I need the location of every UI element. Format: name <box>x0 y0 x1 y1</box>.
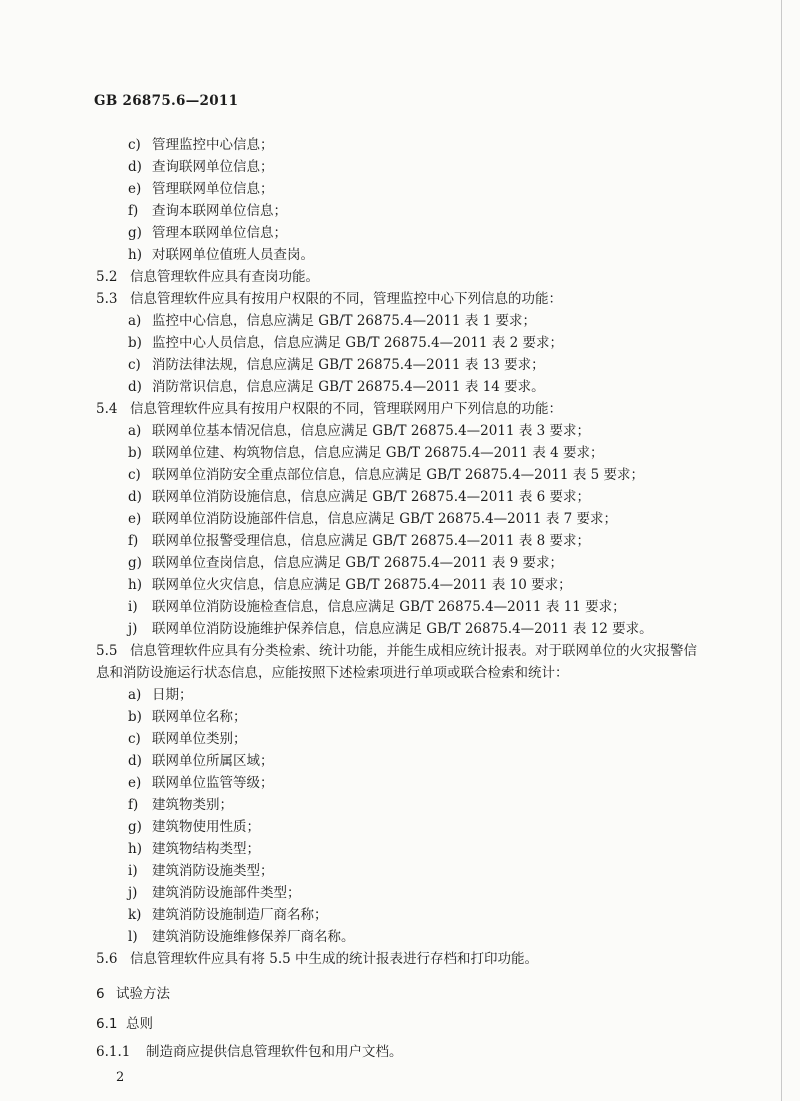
list-item <box>128 818 260 836</box>
item-label: d) <box>128 159 142 175</box>
list-item <box>128 444 604 462</box>
list-item <box>128 884 301 902</box>
item-label: f) <box>128 797 139 813</box>
list-item <box>128 202 287 220</box>
section-number: 6 <box>96 986 105 1002</box>
clause-5-5-cont <box>96 664 569 682</box>
item-label: b) <box>128 445 142 461</box>
item-text: 日期； <box>152 687 193 703</box>
page-edge-line <box>781 0 782 1101</box>
list-item <box>128 224 287 242</box>
clause-number: 5.3 <box>96 291 118 307</box>
list-item <box>128 840 260 858</box>
clause-number: 5.4 <box>96 401 118 417</box>
list-item <box>128 686 193 704</box>
item-text: 联网单位类别； <box>152 731 247 747</box>
list-item <box>128 466 644 484</box>
section-title: 总则 <box>126 1016 153 1032</box>
clause-text: 信息管理软件应具有按用户权限的不同，管理监控中心下列信息的功能： <box>130 291 562 307</box>
item-label: l) <box>128 929 138 945</box>
clause-5-3 <box>96 290 562 308</box>
clause-number: 5.5 <box>96 643 118 659</box>
list-item <box>128 510 617 528</box>
item-label: j) <box>128 885 138 901</box>
list-item <box>128 576 572 594</box>
item-text: 消防法律法规，信息应满足 GB/T 26875.4—2011 表 13 要求； <box>152 357 545 373</box>
clause-text-line-2: 息和消防设施运行状态信息，应能按照下述检索项进行单项或联合检索和统计： <box>96 665 569 681</box>
list-item <box>128 554 563 572</box>
item-label: f) <box>128 203 139 219</box>
clause-text: 制造商应提供信息管理软件包和用户文档。 <box>146 1044 403 1060</box>
list-item <box>128 180 274 198</box>
clause-6-1-1 <box>96 1043 403 1061</box>
item-label: d) <box>128 379 142 395</box>
item-text: 建筑物类别； <box>152 797 233 813</box>
item-text: 管理联网单位信息； <box>152 181 274 197</box>
item-text: 联网单位消防设施部件信息，信息应满足 GB/T 26875.4—2011 表 7 要求； <box>152 511 617 527</box>
list-item <box>128 158 274 176</box>
item-text: 联网单位消防安全重点部位信息，信息应满足 GB/T 26875.4—2011 表 5 要求； <box>152 467 644 483</box>
item-label: c) <box>128 731 141 747</box>
item-label: c) <box>128 137 141 153</box>
list-item <box>128 422 590 440</box>
list-item <box>128 752 274 770</box>
item-text: 查询联网单位信息； <box>152 159 274 175</box>
item-text: 监控中心人员信息，信息应满足 GB/T 26875.4—2011 表 2 要求； <box>152 335 563 351</box>
item-text: 联网单位监管等级； <box>152 775 274 791</box>
item-label: j) <box>128 621 138 637</box>
clause-5-4 <box>96 400 562 418</box>
list-item <box>128 312 536 330</box>
item-text: 建筑物使用性质； <box>152 819 260 835</box>
item-text: 对联网单位值班人员查岗。 <box>152 247 314 263</box>
item-label: b) <box>128 709 142 725</box>
item-label: f) <box>128 533 139 549</box>
item-text: 联网单位消防设施检查信息，信息应满足 GB/T 26875.4—2011 表 11 要求； <box>152 599 626 615</box>
clause-text-line-1: 信息管理软件应具有分类检索、统计功能，并能生成相应统计报表。对于联网单位的火灾报警信 <box>130 643 697 659</box>
clause-text: 信息管理软件应具有将 5.5 中生成的统计报表进行存档和打印功能。 <box>130 951 539 967</box>
item-label: g) <box>128 819 142 835</box>
item-label: a) <box>128 423 142 439</box>
item-text: 建筑物结构类型； <box>152 841 260 857</box>
item-label: d) <box>128 489 142 505</box>
item-text: 管理本联网单位信息； <box>152 225 287 241</box>
list-item <box>128 796 233 814</box>
list-item <box>128 532 590 550</box>
item-label: c) <box>128 357 141 373</box>
list-item <box>128 598 626 616</box>
section-title: 试验方法 <box>116 986 170 1002</box>
clause-text: 信息管理软件应具有查岗功能。 <box>130 269 319 285</box>
list-item <box>128 620 653 638</box>
item-label: e) <box>128 181 142 197</box>
list-item <box>128 334 563 352</box>
clause-text: 信息管理软件应具有按用户权限的不同，管理联网用户下列信息的功能： <box>130 401 562 417</box>
item-text: 联网单位消防设施维护保养信息，信息应满足 GB/T 26875.4—2011 表 12 要求。 <box>152 621 653 637</box>
item-label: h) <box>128 841 142 857</box>
list-item <box>128 708 247 726</box>
item-label: e) <box>128 511 142 527</box>
item-label: d) <box>128 753 142 769</box>
clause-number: 6.1.1 <box>96 1044 131 1060</box>
list-item <box>128 378 545 396</box>
clause-5-5 <box>96 642 697 660</box>
item-text: 联网单位名称； <box>152 709 247 725</box>
page-number: 2 <box>116 1070 125 1085</box>
item-label: h) <box>128 577 142 593</box>
section-6-heading <box>96 985 170 1003</box>
item-label: b) <box>128 335 142 351</box>
item-text: 联网单位火灾信息，信息应满足 GB/T 26875.4—2011 表 10 要求； <box>152 577 572 593</box>
item-text: 联网单位报警受理信息，信息应满足 GB/T 26875.4—2011 表 8 要求； <box>152 533 590 549</box>
item-label: i) <box>128 599 138 615</box>
item-text: 联网单位所属区域； <box>152 753 274 769</box>
list-item <box>128 730 247 748</box>
item-text: 建筑消防设施部件类型； <box>152 885 301 901</box>
list-item <box>128 136 274 154</box>
item-label: a) <box>128 687 142 703</box>
item-label: a) <box>128 313 142 329</box>
item-text: 建筑消防设施类型； <box>152 863 274 879</box>
item-text: 联网单位查岗信息，信息应满足 GB/T 26875.4—2011 表 9 要求； <box>152 555 563 571</box>
standard-code: GB 26875.6—2011 <box>94 93 239 109</box>
list-item <box>128 928 355 946</box>
section-6-1-heading <box>96 1015 153 1033</box>
item-text: 消防常识信息，信息应满足 GB/T 26875.4—2011 表 14 要求。 <box>152 379 545 395</box>
list-item <box>128 774 274 792</box>
item-text: 查询本联网单位信息； <box>152 203 287 219</box>
item-text: 建筑消防设施制造厂商名称； <box>152 907 328 923</box>
section-number: 6.1 <box>96 1016 118 1032</box>
item-label: g) <box>128 225 142 241</box>
item-label: g) <box>128 555 142 571</box>
item-label: c) <box>128 467 141 483</box>
list-item <box>128 246 314 264</box>
clause-5-2 <box>96 268 319 286</box>
item-text: 建筑消防设施维修保养厂商名称。 <box>152 929 355 945</box>
item-label: k) <box>128 907 142 923</box>
clause-number: 5.2 <box>96 269 118 285</box>
item-text: 联网单位消防设施信息，信息应满足 GB/T 26875.4—2011 表 6 要求； <box>152 489 590 505</box>
list-item <box>128 488 590 506</box>
clause-number: 5.6 <box>96 951 118 967</box>
list-item <box>128 906 328 924</box>
item-label: e) <box>128 775 142 791</box>
item-label: i) <box>128 863 138 879</box>
item-text: 管理监控中心信息； <box>152 137 274 153</box>
clause-5-6 <box>96 950 538 968</box>
item-label: h) <box>128 247 142 263</box>
list-item <box>128 862 274 880</box>
list-item <box>128 356 545 374</box>
item-text: 联网单位基本情况信息，信息应满足 GB/T 26875.4—2011 表 3 要求； <box>152 423 590 439</box>
item-text: 监控中心信息，信息应满足 GB/T 26875.4—2011 表 1 要求； <box>152 313 536 329</box>
item-text: 联网单位建、构筑物信息，信息应满足 GB/T 26875.4—2011 表 4 要求； <box>152 445 604 461</box>
